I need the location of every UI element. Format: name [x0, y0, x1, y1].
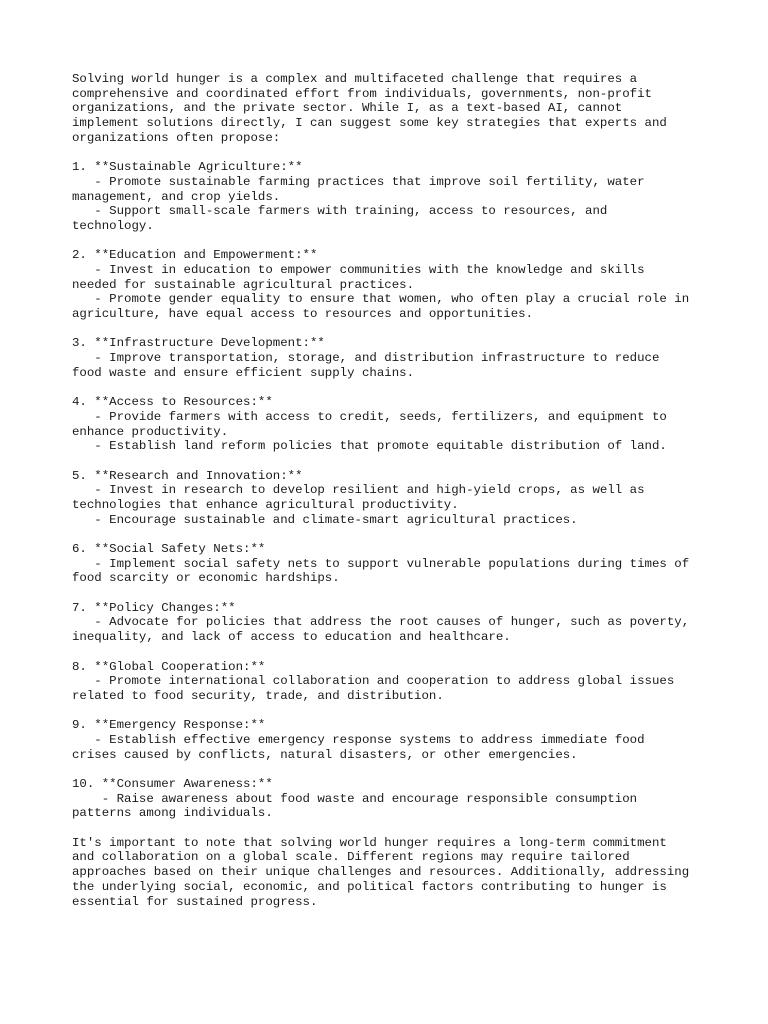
strategy-item: [72, 542, 712, 586]
strategy-item: [72, 336, 712, 380]
text-line: 6. **Social Safety Nets:**: [72, 542, 266, 556]
text-line: enhance productivity.: [72, 424, 229, 439]
text-line: food scarcity or economic hardships.: [72, 571, 340, 586]
text-line: - Advocate for policies that address the root causes of hunger, such as poverty,: [72, 615, 690, 630]
strategy-item: [72, 469, 712, 528]
strategy-item: [72, 248, 712, 321]
text-line: needed for sustainable agricultural practices.: [72, 277, 415, 292]
text-line: 9. **Emergency Response:**: [72, 718, 266, 733]
text-line: - Implement social safety nets to support vulnerable populations during times of: [72, 556, 690, 571]
text-line: - Establish effective emergency response systems to address immediate food: [72, 732, 645, 747]
text-line: 7. **Policy Changes:**: [72, 600, 236, 615]
text-line: 3. **Infrastructure Development:**: [72, 336, 325, 351]
strategy-item: [72, 160, 712, 233]
text-line: organizations, and the private sector. While I, as a text-based AI, cannot: [72, 101, 623, 116]
strategy-item: [72, 660, 712, 704]
text-line: - Invest in education to empower communities with the knowledge and skills: [72, 262, 645, 277]
strategy-item: [72, 718, 712, 762]
text-line: inequality, and lack of access to education and healthcare.: [72, 630, 511, 645]
strategy-item: [72, 777, 712, 821]
text-line: - Provide farmers with access to credit, seeds, fertilizers, and equipment to: [72, 409, 667, 424]
text-line: technology.: [72, 218, 154, 233]
text-line: - Raise awareness about food waste and encourage responsible consumption: [72, 791, 638, 806]
text-line: the underlying social, economic, and political factors contributing to hunger is: [72, 879, 667, 894]
text-line: food waste and ensure efficient supply chains.: [72, 365, 415, 380]
text-line: - Promote sustainable farming practices that improve soil fertility, water: [72, 174, 645, 189]
text-line: comprehensive and coordinated effort from individuals, governments, non-profit: [72, 86, 652, 101]
text-line: 10. **Consumer Awareness:**: [72, 777, 273, 791]
text-line: 1. **Sustainable Agriculture:**: [72, 160, 303, 175]
text-line: - Invest in research to develop resilient and high-yield crops, as well as: [72, 483, 645, 498]
text-line: - Improve transportation, storage, and distribution infrastructure to reduce: [72, 351, 660, 366]
document-body: [72, 72, 712, 924]
text-line: implement solutions directly, I can suggest some key strategies that experts and: [72, 116, 667, 131]
text-line: agriculture, have equal access to resources and opportunities.: [72, 307, 534, 321]
text-line: related to food security, trade, and distribution.: [72, 688, 444, 703]
text-line: crises caused by conflicts, natural disasters, or other emergencies.: [72, 747, 578, 762]
text-line: technologies that enhance agricultural productivity.: [72, 497, 459, 512]
text-line: - Support small-scale farmers with training, access to resources, and: [72, 204, 608, 219]
strategy-item: [72, 601, 712, 645]
text-line: approaches based on their unique challenges and resources. Additionally, addressing: [72, 865, 690, 880]
text-line: - Promote gender equality to ensure that women, who often play a crucial role in: [72, 292, 690, 307]
text-line: 4. **Access to Resources:**: [72, 395, 273, 410]
text-line: organizations often propose:: [72, 130, 281, 145]
text-line: It's important to note that solving world hunger requires a long-term commitment: [72, 835, 667, 850]
conclusion-paragraph: [72, 836, 712, 909]
text-line: essential for sustained progress.: [72, 894, 318, 909]
text-line: patterns among individuals.: [72, 806, 273, 821]
intro-paragraph: [72, 72, 712, 145]
text-line: - Promote international collaboration and cooperation to address global issues: [72, 674, 675, 689]
text-line: 2. **Education and Empowerment:**: [72, 248, 318, 263]
text-line: - Encourage sustainable and climate-smart agricultural practices.: [72, 512, 578, 527]
text-line: - Establish land reform policies that promote equitable distribution of land.: [72, 439, 667, 454]
text-line: 8. **Global Cooperation:**: [72, 659, 266, 674]
text-line: Solving world hunger is a complex and multifaceted challenge that requires a: [72, 72, 638, 86]
text-line: and collaboration on a global scale. Different regions may require tailored: [72, 850, 630, 865]
strategy-item: [72, 395, 712, 454]
text-line: management, and crop yields.: [72, 189, 281, 204]
text-line: 5. **Research and Innovation:**: [72, 468, 303, 483]
